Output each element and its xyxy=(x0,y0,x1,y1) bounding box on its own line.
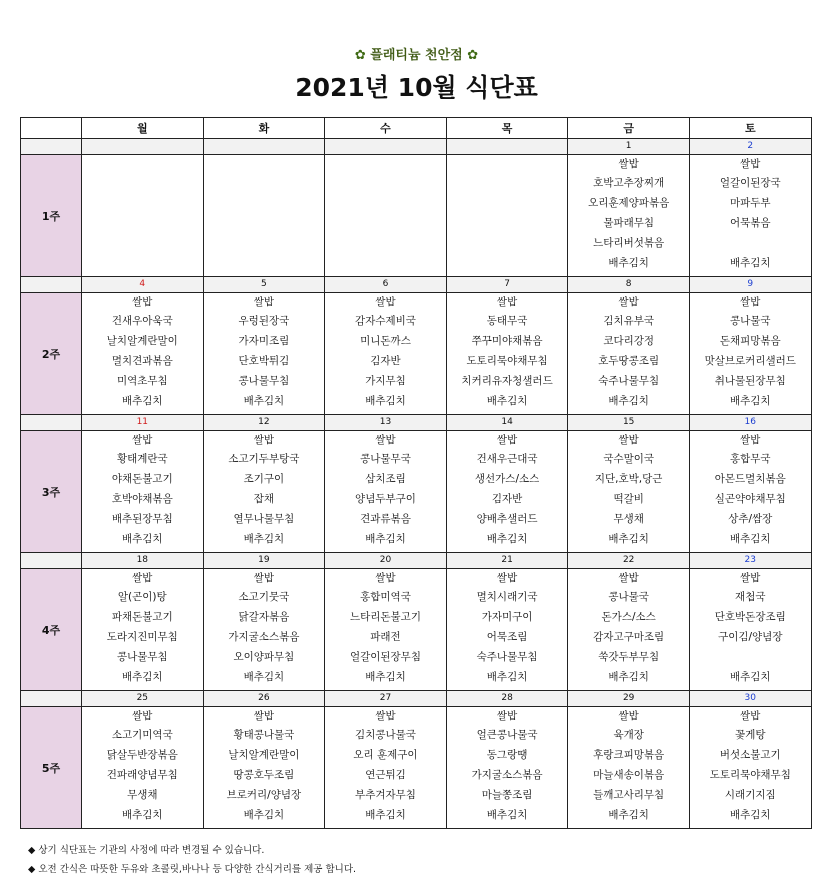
menu-item: 쌀밥 xyxy=(740,710,761,722)
date-row xyxy=(21,139,812,155)
menu-item: 쌀밥 xyxy=(740,434,761,446)
menu-item: 견과류볶음 xyxy=(360,513,411,525)
date-cell: 30 xyxy=(689,691,811,707)
menu-cell xyxy=(203,293,325,415)
menu-item: 배추김치 xyxy=(729,533,771,545)
menu-item: 배추김치 xyxy=(608,671,649,683)
date-cell: 20 xyxy=(325,553,447,569)
menu-cell xyxy=(568,569,690,691)
menu-item: 마늘쫑조림 xyxy=(481,789,533,801)
menu-item: 느타리돈불고기 xyxy=(349,611,421,623)
menu-item: 쌀밥 xyxy=(132,434,153,446)
menu-item: 황태콩나물국 xyxy=(233,729,295,741)
menu-item: 파래전 xyxy=(370,631,401,643)
menu-item: 날치알계란말이 xyxy=(106,335,178,347)
menu-item: 어묵볶음 xyxy=(729,217,771,229)
menu-item: 소고기두부탕국 xyxy=(228,453,300,465)
menu-cell xyxy=(325,707,447,829)
menu-item: 배추김치 xyxy=(608,533,649,545)
menu-item: 배추김치 xyxy=(243,671,285,683)
menu-item: 쌀밥 xyxy=(375,296,396,308)
day-header: 수 xyxy=(325,118,447,139)
date-cell: 21 xyxy=(446,553,568,569)
menu-item: 버섯소불고기 xyxy=(719,749,781,761)
day-header: 목 xyxy=(446,118,568,139)
menu-item: 재첩국 xyxy=(735,591,766,603)
menu-item: 도토리묵야채무침 xyxy=(466,355,548,367)
menu-item: 숙주나물무침 xyxy=(598,375,660,387)
menu-item: 어묵조림 xyxy=(486,631,528,643)
menu-item: 호박고추장찌개 xyxy=(593,177,665,189)
day-header: 토 xyxy=(689,118,811,139)
menu-item: 쌀밥 xyxy=(618,296,639,308)
menu-item: 얼큰콩나물국 xyxy=(476,729,538,741)
menu-cell xyxy=(82,569,204,691)
menu-item: 얼갈이된장국 xyxy=(719,177,781,189)
menu-item: 배추김치 xyxy=(243,809,285,821)
menu-item: 단호박튀김 xyxy=(238,355,290,367)
menu-item: 파채돈불고기 xyxy=(111,611,173,623)
menu-item: 배추김치 xyxy=(729,395,771,407)
menu-item: 쌀밥 xyxy=(375,710,396,722)
menu-item: 오리훈제양파볶음 xyxy=(588,197,670,209)
menu-cell xyxy=(325,431,447,553)
menu-item: 마파두부 xyxy=(729,197,771,209)
date-cell: 23 xyxy=(689,553,811,569)
menu-cell xyxy=(689,431,811,553)
menu-cell xyxy=(568,707,690,829)
menu-cell xyxy=(446,155,568,277)
menu-cell xyxy=(82,431,204,553)
menu-item: 쌀밥 xyxy=(132,710,153,722)
date-row xyxy=(21,415,812,431)
menu-item: 들깨고사리무침 xyxy=(593,789,665,801)
menu-item xyxy=(690,647,811,667)
menu-cell xyxy=(568,293,690,415)
menu-item: 돈채피망볶음 xyxy=(719,335,781,347)
date-cell: 8 xyxy=(568,277,690,293)
menu-item: 땅콩호두조림 xyxy=(233,769,295,781)
note-line: ◆ 오전 간식은 따뜻한 두유와 초콜릿,바나나 등 다양한 간식거리를 제공 합니다. xyxy=(28,864,357,875)
menu-cell xyxy=(82,707,204,829)
menu-item: 배추김치 xyxy=(608,809,649,821)
menu-item: 날치알계란말이 xyxy=(228,749,300,761)
menu-item: 쌀밥 xyxy=(253,710,275,722)
menu-cell xyxy=(568,155,690,277)
menu-item: 지단,호박,당근 xyxy=(594,473,663,485)
date-row xyxy=(21,277,812,293)
menu-row xyxy=(21,569,812,691)
menu-cell xyxy=(689,569,811,691)
date-cell: 26 xyxy=(203,691,325,707)
meal-plan-table xyxy=(20,117,812,829)
menu-item: 쭈꾸미야채볶음 xyxy=(471,335,543,347)
menu-item: 야채돈불고기 xyxy=(111,473,173,485)
menu-item: 홍합무국 xyxy=(729,453,771,465)
menu-row xyxy=(21,293,812,415)
menu-cell xyxy=(446,431,568,553)
menu-item: 알(곤이)탕 xyxy=(117,591,167,603)
menu-item: 배추김치 xyxy=(486,533,528,545)
menu-cell xyxy=(203,155,325,277)
menu-item: 쌀밥 xyxy=(740,572,761,584)
menu-cell xyxy=(203,431,325,553)
menu-item: 코다리강정 xyxy=(603,335,655,347)
menu-item: 배추김치 xyxy=(122,395,163,407)
menu-item: 실곤약야채무침 xyxy=(714,493,786,505)
menu-item: 배추김치 xyxy=(243,395,285,407)
menu-item: 단호박돈장조림 xyxy=(714,611,786,623)
menu-item: 육개장 xyxy=(613,729,644,741)
date-cell: 5 xyxy=(203,277,325,293)
date-cell xyxy=(203,139,325,155)
menu-item: 쌀밥 xyxy=(253,572,275,584)
star-icon: ✿ xyxy=(354,48,366,63)
menu-item: 콩나물국 xyxy=(608,591,649,603)
menu-item: 쌀밥 xyxy=(375,434,396,446)
menu-item: 조기구이 xyxy=(243,473,285,485)
menu-item: 취나물된장무침 xyxy=(714,375,786,387)
menu-item: 후랑크피망볶음 xyxy=(593,749,665,761)
note-line: ◆ 상기 식단표는 기관의 사정에 따라 변경될 수 있습니다. xyxy=(28,845,265,856)
date-cell: 9 xyxy=(689,277,811,293)
menu-item: 치커리유자청샐러드 xyxy=(461,375,553,387)
menu-item: 도토리묵야채무침 xyxy=(709,769,791,781)
menu-item: 얼갈이된장무침 xyxy=(349,651,421,663)
menu-item: 무생채 xyxy=(127,789,158,801)
menu-item: 콩나물무침 xyxy=(238,375,290,387)
menu-item: 배추김치 xyxy=(729,257,771,269)
menu-item: 황태계란국 xyxy=(116,453,168,465)
menu-item: 구이김/양념장 xyxy=(718,631,783,643)
date-cell: 13 xyxy=(325,415,447,431)
menu-item: 동그랑땡 xyxy=(486,749,528,761)
menu-item: 느타리버섯볶음 xyxy=(593,237,665,249)
menu-item: 국수말이국 xyxy=(603,453,655,465)
menu-item: 시래기지짐 xyxy=(724,789,776,801)
menu-item: 배추김치 xyxy=(729,809,771,821)
week-label: 2주 xyxy=(21,293,82,415)
date-cell: 29 xyxy=(568,691,690,707)
menu-item: 배추김치 xyxy=(122,671,163,683)
menu-cell xyxy=(689,707,811,829)
menu-item: 쌀밥 xyxy=(132,572,153,584)
menu-item: 쌀밥 xyxy=(618,434,639,446)
menu-item: 배추김치 xyxy=(365,533,406,545)
menu-item: 콩나물무침 xyxy=(116,651,168,663)
date-cell: 19 xyxy=(203,553,325,569)
menu-cell xyxy=(325,293,447,415)
menu-item: 배추김치 xyxy=(365,809,406,821)
menu-item: 부추겨자무침 xyxy=(355,789,416,801)
menu-item: 삼치조림 xyxy=(365,473,406,485)
menu-item: 건새우아욱국 xyxy=(111,315,173,327)
menu-item: 배추김치 xyxy=(729,671,771,683)
menu-item: 홍합미역국 xyxy=(360,591,411,603)
date-row xyxy=(21,691,812,707)
date-cell: 1 xyxy=(568,139,690,155)
menu-item: 건새우근대국 xyxy=(476,453,538,465)
menu-item: 배추된장무침 xyxy=(111,513,173,525)
menu-item: 호두땅콩조림 xyxy=(598,355,660,367)
menu-item: 생선가스/소스 xyxy=(474,473,540,485)
menu-item: 양배추샐러드 xyxy=(476,513,538,525)
menu-item: 콩나물국 xyxy=(729,315,771,327)
menu-item: 쌀밥 xyxy=(618,572,639,584)
menu-item: 가지굴소스볶음 xyxy=(471,769,543,781)
menu-item: 건파래양념무침 xyxy=(106,769,178,781)
menu-item: 배추김치 xyxy=(365,671,406,683)
date-cell: 12 xyxy=(203,415,325,431)
menu-row xyxy=(21,707,812,829)
menu-cell xyxy=(82,155,204,277)
menu-cell xyxy=(446,293,568,415)
day-header: 화 xyxy=(203,118,325,139)
menu-item: 가자미조림 xyxy=(238,335,290,347)
menu-item: 배추김치 xyxy=(608,257,649,269)
menu-item: 쌀밥 xyxy=(496,572,518,584)
menu-cell xyxy=(568,431,690,553)
menu-item: 콩나물무국 xyxy=(360,453,411,465)
menu-item: 맛살브로커리샐러드 xyxy=(704,355,796,367)
menu-item: 쌀밥 xyxy=(618,710,639,722)
notes xyxy=(28,841,356,879)
menu-item: 쌀밥 xyxy=(496,710,518,722)
date-row-blank xyxy=(21,277,82,293)
menu-item: 상추/쌈장 xyxy=(728,513,773,525)
date-cell: 16 xyxy=(689,415,811,431)
menu-item: 미니돈까스 xyxy=(360,335,411,347)
date-cell: 7 xyxy=(446,277,568,293)
menu-item: 배추김치 xyxy=(243,533,285,545)
date-row-blank xyxy=(21,691,82,707)
date-cell: 4 xyxy=(82,277,204,293)
date-row-blank xyxy=(21,415,82,431)
star-icon: ✿ xyxy=(467,48,479,63)
date-row-blank xyxy=(21,139,82,155)
menu-item: 배추김치 xyxy=(486,671,528,683)
date-cell: 11 xyxy=(82,415,204,431)
menu-cell xyxy=(689,155,811,277)
menu-item: 숙주나물무침 xyxy=(476,651,538,663)
menu-item xyxy=(690,233,811,253)
menu-item: 우렁된장국 xyxy=(238,315,290,327)
menu-item: 배추김치 xyxy=(122,533,163,545)
date-cell xyxy=(325,139,447,155)
menu-item: 가자미구이 xyxy=(481,611,533,623)
date-cell: 28 xyxy=(446,691,568,707)
menu-row xyxy=(21,155,812,277)
menu-item: 쌀밥 xyxy=(253,296,275,308)
date-cell xyxy=(446,139,568,155)
menu-item: 열무나물무침 xyxy=(233,513,295,525)
menu-item: 브로커리/양념장 xyxy=(226,789,302,801)
menu-item: 배추김치 xyxy=(122,809,163,821)
menu-item: 감자수제비국 xyxy=(355,315,416,327)
menu-cell xyxy=(446,707,568,829)
day-header-row xyxy=(21,118,812,139)
menu-item: 배추김치 xyxy=(365,395,406,407)
menu-item: 가지무침 xyxy=(365,375,406,387)
menu-item: 배추김치 xyxy=(608,395,649,407)
menu-item: 쌀밥 xyxy=(496,296,518,308)
menu-item: 잡채 xyxy=(253,493,275,505)
menu-cell xyxy=(82,293,204,415)
center-name-heading xyxy=(0,44,833,63)
menu-item: 돈가스/소스 xyxy=(601,611,656,623)
date-cell: 6 xyxy=(325,277,447,293)
menu-item: 소고기뭇국 xyxy=(238,591,290,603)
date-cell: 27 xyxy=(325,691,447,707)
menu-item: 가지굴소스볶음 xyxy=(228,631,300,643)
date-row-blank xyxy=(21,553,82,569)
date-cell: 14 xyxy=(446,415,568,431)
menu-item: 쌀밥 xyxy=(740,296,761,308)
date-cell xyxy=(82,139,204,155)
week-label: 4주 xyxy=(21,569,82,691)
menu-item: 닭갈자볶음 xyxy=(238,611,290,623)
menu-item: 소고기미역국 xyxy=(111,729,173,741)
menu-item: 꽃게탕 xyxy=(735,729,766,741)
menu-item: 닭살두반장볶음 xyxy=(106,749,178,761)
menu-item: 멸치시래기국 xyxy=(476,591,538,603)
menu-cell xyxy=(325,569,447,691)
menu-cell xyxy=(203,707,325,829)
menu-item: 오이양파무침 xyxy=(233,651,295,663)
week-label: 1주 xyxy=(21,155,82,277)
menu-item: 쑥갓두부무침 xyxy=(598,651,660,663)
menu-row xyxy=(21,431,812,553)
week-label: 5주 xyxy=(21,707,82,829)
day-header: 금 xyxy=(568,118,690,139)
menu-item: 양념두부구이 xyxy=(355,493,416,505)
menu-item: 김치유부국 xyxy=(603,315,655,327)
day-header: 월 xyxy=(82,118,204,139)
menu-item: 떡갈비 xyxy=(613,493,644,505)
menu-item: 배추김치 xyxy=(486,395,528,407)
menu-item: 쌀밥 xyxy=(253,434,275,446)
menu-item: 쌀밥 xyxy=(618,158,639,170)
date-cell: 18 xyxy=(82,553,204,569)
date-cell: 15 xyxy=(568,415,690,431)
menu-item: 김자반 xyxy=(491,493,523,505)
menu-item: 마늘새송이볶음 xyxy=(593,769,665,781)
date-cell: 25 xyxy=(82,691,204,707)
menu-item: 배추김치 xyxy=(486,809,528,821)
center-name: 플래티늄 천안점 xyxy=(370,48,463,63)
menu-item: 쌀밥 xyxy=(132,296,153,308)
menu-item: 김자반 xyxy=(370,355,401,367)
menu-item: 멸치견과볶음 xyxy=(111,355,173,367)
menu-item: 도라지진미무침 xyxy=(106,631,178,643)
menu-item: 쌀밥 xyxy=(496,434,518,446)
menu-item: 오리 훈제구이 xyxy=(353,749,418,761)
menu-item: 쌀밥 xyxy=(375,572,396,584)
week-header-blank xyxy=(21,118,82,139)
menu-item: 물파래무침 xyxy=(603,217,655,229)
menu-item: 호박야채볶음 xyxy=(111,493,173,505)
date-cell: 2 xyxy=(689,139,811,155)
menu-item: 동태무국 xyxy=(486,315,528,327)
date-cell: 22 xyxy=(568,553,690,569)
week-label: 3주 xyxy=(21,431,82,553)
menu-item: 아몬드멸치볶음 xyxy=(714,473,786,485)
menu-cell xyxy=(689,293,811,415)
menu-item: 연근튀김 xyxy=(365,769,406,781)
page-title: 2021년 10월 식단표 xyxy=(295,73,538,102)
menu-cell xyxy=(203,569,325,691)
menu-item: 무생채 xyxy=(613,513,644,525)
menu-cell xyxy=(325,155,447,277)
menu-item: 쌀밥 xyxy=(740,158,761,170)
menu-item: 김치콩나물국 xyxy=(355,729,416,741)
menu-item: 미역초무침 xyxy=(116,375,168,387)
date-row xyxy=(21,553,812,569)
menu-item: 감자고구마조림 xyxy=(593,631,665,643)
menu-cell xyxy=(446,569,568,691)
